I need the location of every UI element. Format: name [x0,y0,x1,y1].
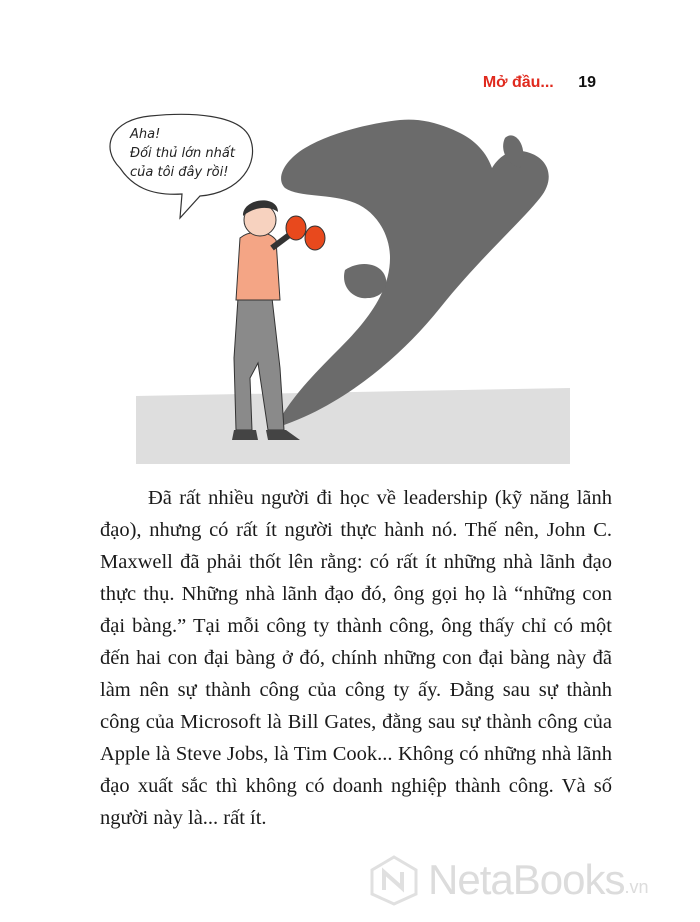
boxer-shadow-illustration [100,108,570,468]
glove-left [286,216,306,240]
glove-right [305,226,325,250]
speech-line-2: Đối thủ lớn nhất [130,146,235,161]
body-text [100,482,612,834]
shadow-fist [344,264,386,298]
speech-line-3: của tôi đây rồi! [130,165,229,180]
netabooks-logo-icon [368,854,420,906]
giant-shadow [275,120,549,428]
chapter-title: Mở đầu... [482,74,554,91]
paragraph: Đã rất nhiều người đi học về leadership (kỹ năng lãnh đạo), nhưng có rất ít người thực hành nó. Thế nên, John C. Maxwell đã phải thốt lên rằng: có rất ít những nhà lãnh đạo thực thụ. Những nhà lãnh đạo đó, ông gọi họ là “những con đại bàng.” Tại mỗi công ty thành công, ông thấy chỉ có một đến hai con đại bàng ở đó, chính những con đại bàng này đã làm nên sự thành công của công ty ấy. Đằng sau sự thành công của Microsoft là Bill Gates, đằng sau sự thành công của Apple là Steve Jobs, là Tim Cook... Không có những nhà lãnh đạo xuất sắc thì không có doanh nghiệp thành công. Và số người này là... rất ít. [100,487,612,829]
floor-shadow [136,388,570,464]
boxer-shirt [236,232,280,300]
watermark-suffix: .vn [624,876,649,897]
watermark [368,852,698,908]
page-number: 19 [578,74,596,91]
speech-line-1: Aha! [130,127,161,142]
running-header [483,74,596,92]
watermark-brand: NetaBooks [428,856,625,903]
